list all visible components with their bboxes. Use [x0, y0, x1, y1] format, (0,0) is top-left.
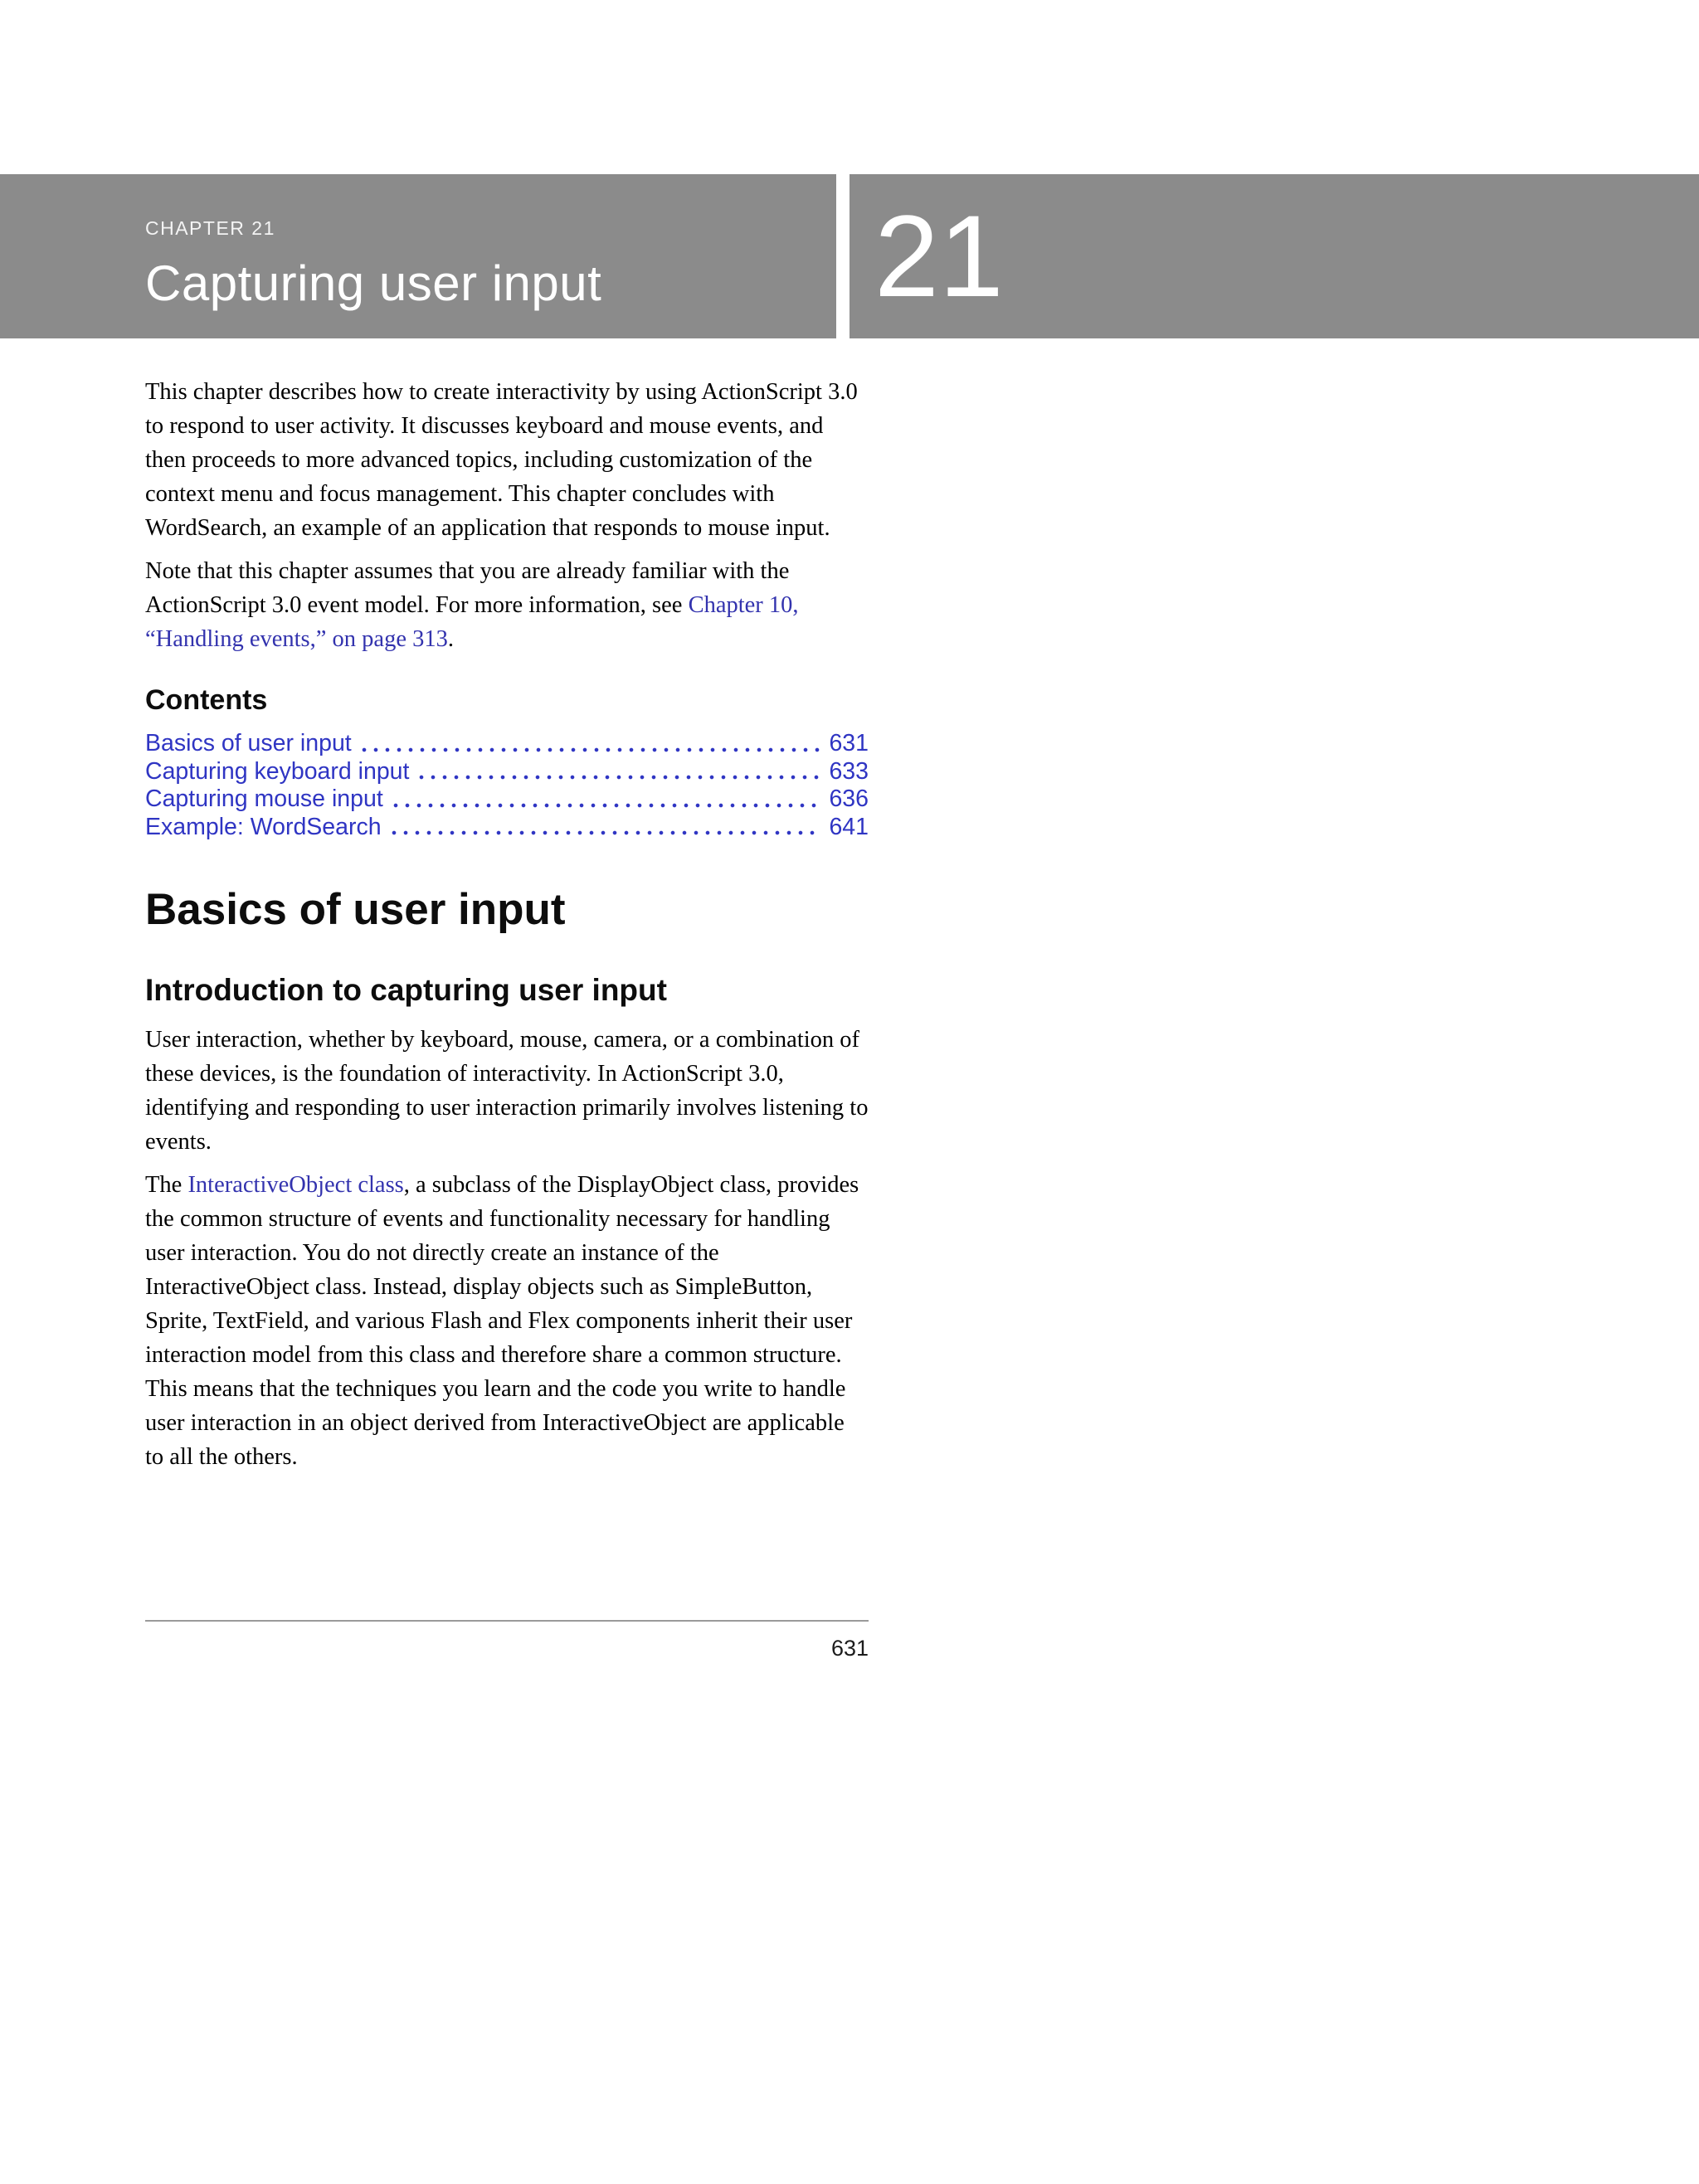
intro-paragraph-2-end: . [447, 626, 454, 652]
chapter-number: 21 [874, 191, 1004, 321]
intro-paragraph-1: This chapter describes how to create interactivity by using ActionScript 3.0 to respond to user activity. It discusses keyboard and mouse events, and then proceeds to more advanced topics, including customization of the context menu and focus management. This chapter concludes with WordSearch, an example of an application that responds to mouse input. [145, 379, 858, 541]
chapter-title: Capturing user input [145, 255, 602, 311]
interactiveobject-class-link[interactable]: InteractiveObject class [187, 1172, 404, 1198]
chapter-banner [0, 174, 836, 338]
toc-page-number: 641 [829, 813, 869, 840]
content-column [145, 375, 869, 1483]
subsection-heading-introduction: Introduction to capturing user input [145, 973, 667, 1007]
toc-label: Example: WordSearch [145, 813, 382, 840]
section-paragraph-2 [145, 1168, 869, 1474]
toc-item-example-wordsearch[interactable] [145, 814, 869, 842]
section-heading-basics-of-user-input: Basics of user input [145, 885, 566, 934]
intro-paragraph-2 [145, 554, 869, 656]
table-of-contents [145, 730, 869, 841]
contents-heading: Contents [145, 684, 268, 716]
toc-page-number: 636 [829, 786, 869, 812]
chapter-number-block [850, 174, 1699, 338]
dot-leader [416, 758, 820, 786]
intro-paragraph-2-text: Note that this chapter assumes that you are already familiar with the ActionScript 3.0 event model. For more information, see [145, 558, 790, 618]
page-number: 631 [830, 1636, 869, 1661]
toc-page-number: 631 [829, 730, 869, 756]
toc-item-capturing-mouse-input[interactable] [145, 786, 869, 814]
section-paragraph-1: User interaction, whether by keyboard, mouse, camera, or a combination of these devices, is the foundation of interactivity. In ActionScript 3.0, identifying and responding to user interaction primarily involves listening to events. [145, 1027, 869, 1155]
section-paragraph-2-start: The [145, 1172, 188, 1198]
toc-label: Capturing keyboard input [145, 757, 410, 785]
toc-page-number: 633 [829, 757, 869, 785]
dot-leader [388, 814, 821, 842]
toc-item-capturing-keyboard-input[interactable] [145, 758, 869, 786]
toc-label: Capturing mouse input [145, 786, 383, 812]
dot-leader [358, 730, 821, 758]
toc-label: Basics of user input [145, 730, 352, 756]
chapter-label: CHAPTER 21 [145, 217, 275, 239]
toc-item-basics-of-user-input[interactable] [145, 730, 869, 758]
section-paragraph-2-end: , a subclass of the DisplayObject class, provides the common structure of events and functionality necessary for handling user interaction. You do not directly create an instance of the InteractiveObject class. Instead, display objects such as SimpleButton, Sprite, TextField, and various Flash and Flex components inherit their user interaction model from this class and therefore share a common structure. This means that the techniques you learn and the code you write to handle user interaction in an object derived from InteractiveObject are applicable to all the others. [145, 1172, 859, 1470]
footer-divider [145, 1620, 869, 1622]
dot-leader [390, 786, 821, 814]
chapter-10-link[interactable]: Chapter 10, “Handling events,” on page 313 [145, 592, 799, 652]
